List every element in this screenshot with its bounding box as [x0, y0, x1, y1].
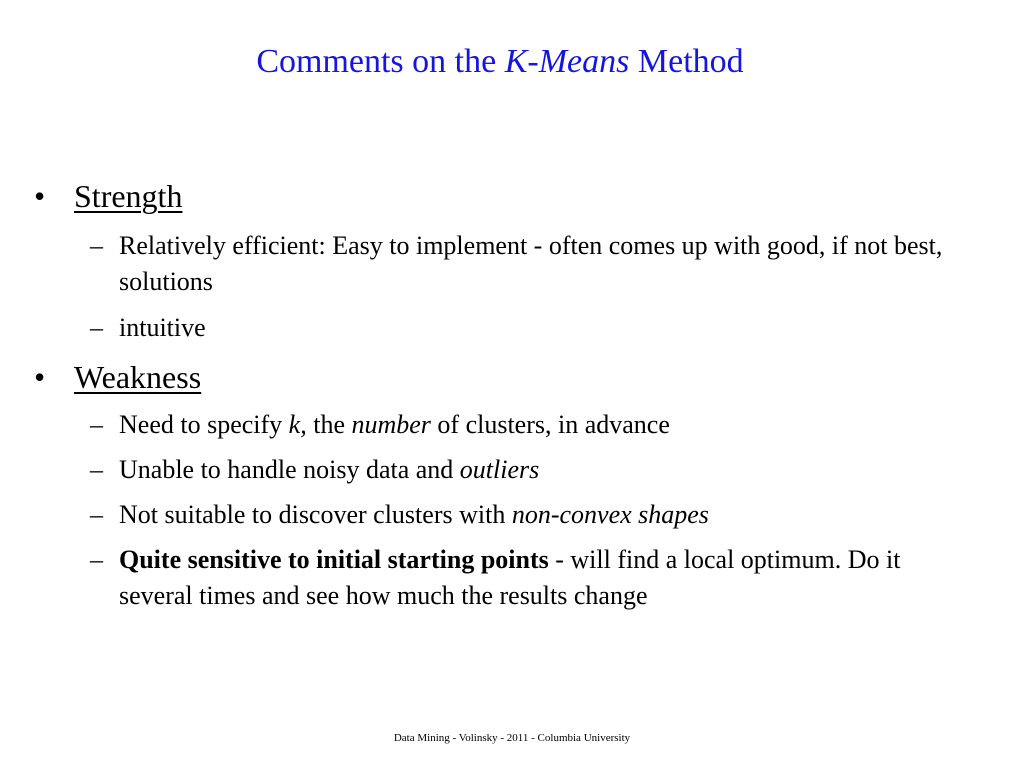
sub-item-text [119, 407, 949, 443]
text-run: Need to specify [119, 410, 289, 439]
text-run: Relatively efficient: Easy to implement - often comes up with good, if not best, solutions [119, 231, 943, 296]
bullet-dot: • [34, 359, 46, 395]
text-run: Unable to handle noisy data and [119, 455, 460, 484]
text-run-italic: outliers [459, 455, 540, 484]
dash-marker: – [90, 545, 103, 574]
text-run-italic: number [351, 410, 431, 439]
title-emphasis: K-Means [504, 43, 630, 80]
sub-item-text [119, 228, 949, 300]
sub-item-text [119, 542, 949, 614]
text-run-italic: k, [288, 410, 307, 439]
dash-marker: – [90, 500, 103, 529]
section-heading-weakness: Weakness [74, 359, 202, 395]
text-run-bold: Quite sensitive to initial starting points [119, 545, 549, 574]
text-run: of clusters, in advance [430, 410, 670, 439]
sub-item-text [119, 497, 949, 533]
title-suffix: Method [629, 43, 744, 80]
sub-item-text [119, 452, 949, 488]
sub-item-text [119, 310, 949, 346]
section-heading-strength: Strength [74, 178, 183, 214]
dash-marker: – [90, 313, 103, 342]
dash-marker: – [90, 231, 103, 260]
text-run: intuitive [119, 313, 206, 342]
slide-title [0, 40, 1000, 84]
text-run: - will find a local optimum. Do it several times and see how much the results change [119, 545, 901, 610]
text-run: the [306, 410, 352, 439]
title-prefix: Comments on the [256, 43, 505, 80]
slide-footer: Data Mining - Volinsky - 2011 - Columbia University [393, 732, 631, 744]
bullet-dot: • [34, 178, 46, 214]
dash-marker: – [90, 410, 103, 439]
text-run: Not suitable to discover clusters with [119, 500, 512, 529]
dash-marker: – [90, 455, 103, 484]
text-run-italic: non-convex shapes [511, 500, 709, 529]
